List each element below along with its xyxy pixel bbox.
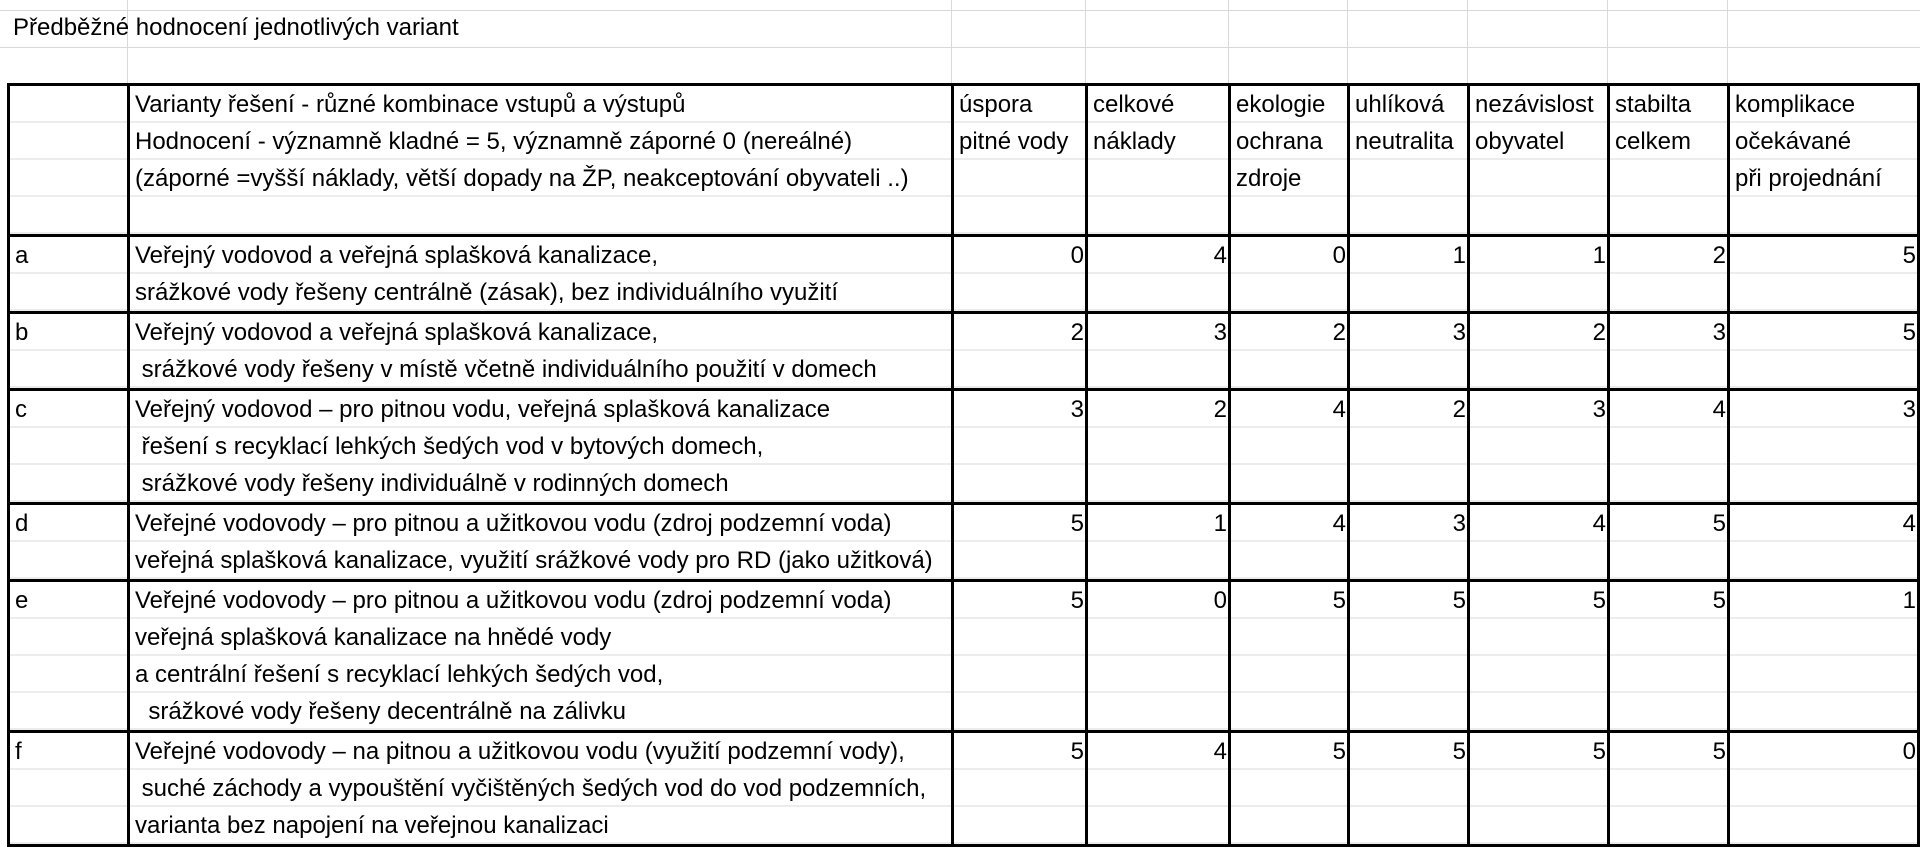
- score-value: 3: [1592, 396, 1606, 423]
- variant-row: [9, 390, 1919, 504]
- variant-row: [9, 236, 1919, 313]
- variant-id-cell[interactable]: [9, 313, 129, 390]
- criterion-label-line: očekávané: [1735, 128, 1852, 155]
- score-value: 3: [1452, 319, 1466, 346]
- variant-description-line: veřejná splašková kanalizace na hnědé vody: [135, 624, 612, 651]
- score-value: 5: [1712, 510, 1726, 537]
- score-value: 2: [1592, 319, 1606, 346]
- variant-description-line: suché záchody a vypouštění vyčištěných šedých vod do vod podzemních,: [135, 775, 927, 802]
- score-value: 5: [1712, 587, 1726, 614]
- score-cell[interactable]: [1469, 504, 1609, 581]
- criterion-header-cell[interactable]: [1609, 85, 1729, 236]
- gridline: [0, 10, 1920, 11]
- score-cell[interactable]: [1729, 581, 1919, 732]
- gridline: [127, 0, 128, 85]
- score-cell[interactable]: [1609, 313, 1729, 390]
- sheet-title[interactable]: Předběžné hodnocení jednotlivých variant: [13, 14, 459, 41]
- score-cell[interactable]: [1729, 390, 1919, 504]
- variant-description-cell[interactable]: [129, 313, 953, 390]
- score-cell[interactable]: [1349, 313, 1469, 390]
- score-value: 4: [1592, 510, 1606, 537]
- score-value: 4: [1712, 396, 1726, 423]
- header-corner-cell[interactable]: [9, 85, 129, 236]
- variant-description-line: Veřejný vodovod a veřejná splašková kanalizace,: [135, 319, 658, 346]
- score-value: 3: [1213, 319, 1227, 346]
- score-value: 0: [1902, 738, 1916, 765]
- score-cell[interactable]: [1349, 236, 1469, 313]
- criterion-header-cell[interactable]: [1349, 85, 1469, 236]
- criterion-label-line: celkem: [1615, 128, 1692, 155]
- score-cell[interactable]: [1087, 236, 1230, 313]
- score-value: 0: [1213, 587, 1227, 614]
- score-value: 3: [1902, 396, 1916, 423]
- variant-description-cell[interactable]: [129, 390, 953, 504]
- criterion-label-line: obyvatel: [1475, 128, 1565, 155]
- variant-id-cell[interactable]: [9, 732, 129, 846]
- score-cell[interactable]: [953, 313, 1087, 390]
- criterion-label-line: při projednání: [1735, 165, 1882, 192]
- criterion-label-line: celkové: [1093, 91, 1175, 118]
- criterion-label-line: náklady: [1093, 128, 1176, 155]
- score-value: 1: [1213, 510, 1227, 537]
- variant-id: d: [15, 510, 29, 537]
- score-value: 3: [1070, 396, 1084, 423]
- criterion-header-cell[interactable]: [1469, 85, 1609, 236]
- variant-description-line: veřejná splašková kanalizace, využití srážkové vody pro RD (jako užitková): [135, 547, 933, 574]
- variant-description-line: Veřejné vodovody – pro pitnou a užitkovou vodu (zdroj podzemní voda): [135, 587, 892, 614]
- score-value: 4: [1213, 738, 1227, 765]
- criterion-label-line: pitné vody: [959, 128, 1069, 155]
- score-value: 4: [1332, 510, 1346, 537]
- score-cell[interactable]: [953, 390, 1087, 504]
- header-description-line: Varianty řešení - různé kombinace vstupů a výstupů: [135, 91, 686, 118]
- variant-row: [9, 581, 1919, 732]
- score-cell[interactable]: [1087, 581, 1230, 732]
- gridline: [1467, 0, 1468, 85]
- score-cell[interactable]: [953, 581, 1087, 732]
- gridline: [951, 0, 952, 85]
- variant-id-cell[interactable]: [9, 504, 129, 581]
- score-cell[interactable]: [1469, 313, 1609, 390]
- score-value: 5: [1070, 510, 1084, 537]
- score-value: 1: [1902, 587, 1916, 614]
- variant-id: a: [15, 242, 29, 269]
- variant-description-line: řešení s recyklací lehkých šedých vod v bytových domech,: [135, 433, 764, 460]
- variant-id: c: [15, 396, 27, 423]
- variant-description-line: srážkové vody řešeny individuálně v rodinných domech: [135, 470, 729, 497]
- score-cell[interactable]: [1469, 236, 1609, 313]
- criterion-label-line: ekologie: [1236, 91, 1326, 118]
- header-description-cell[interactable]: [129, 85, 953, 236]
- variant-description-line: a centrální řešení s recyklací lehkých šedých vod,: [135, 661, 664, 688]
- score-value: 5: [1332, 738, 1346, 765]
- variant-id-cell[interactable]: [9, 581, 129, 732]
- score-value: 0: [1070, 242, 1084, 269]
- score-cell[interactable]: [1609, 581, 1729, 732]
- score-value: 1: [1452, 242, 1466, 269]
- criterion-label-line: ochrana: [1236, 128, 1323, 155]
- variant-description-cell[interactable]: [129, 732, 953, 846]
- score-value: 2: [1070, 319, 1084, 346]
- score-cell[interactable]: [1349, 732, 1469, 846]
- score-cell[interactable]: [1729, 236, 1919, 313]
- score-cell[interactable]: [1609, 236, 1729, 313]
- gridline: [1607, 0, 1608, 85]
- criterion-label-line: úspora: [959, 91, 1033, 118]
- criterion-label-line: nezávislost: [1475, 91, 1594, 118]
- score-value: 5: [1452, 738, 1466, 765]
- gridline: [1727, 0, 1728, 85]
- score-cell[interactable]: [1230, 236, 1349, 313]
- score-cell[interactable]: [1087, 504, 1230, 581]
- score-value: 4: [1213, 242, 1227, 269]
- score-value: 4: [1902, 510, 1916, 537]
- variant-row: [9, 504, 1919, 581]
- gridline: [1347, 0, 1348, 85]
- score-cell[interactable]: [953, 732, 1087, 846]
- score-value: 4: [1332, 396, 1346, 423]
- score-value: 5: [1070, 738, 1084, 765]
- variant-id-cell[interactable]: [9, 390, 129, 504]
- variant-description-line: srážkové vody řešeny v místě včetně individuálního použití v domech: [135, 356, 877, 383]
- variant-id: e: [15, 587, 29, 614]
- score-cell[interactable]: [1609, 732, 1729, 846]
- score-cell[interactable]: [1469, 732, 1609, 846]
- score-cell[interactable]: [1087, 732, 1230, 846]
- score-cell[interactable]: [1230, 581, 1349, 732]
- header-row: [9, 85, 1919, 236]
- score-value: 2: [1213, 396, 1227, 423]
- score-value: 5: [1592, 587, 1606, 614]
- score-cell[interactable]: [1230, 390, 1349, 504]
- criterion-header-cell[interactable]: [1087, 85, 1230, 236]
- gridline: [1085, 0, 1086, 85]
- score-value: 2: [1332, 319, 1346, 346]
- score-value: 5: [1712, 738, 1726, 765]
- gridline: [0, 47, 1920, 48]
- score-cell[interactable]: [1609, 504, 1729, 581]
- criterion-label-line: uhlíková: [1355, 91, 1445, 118]
- variant-description-cell[interactable]: [129, 236, 953, 313]
- variant-row: [9, 732, 1919, 846]
- score-value: 3: [1712, 319, 1726, 346]
- score-value: 1: [1592, 242, 1606, 269]
- score-cell[interactable]: [1087, 390, 1230, 504]
- score-cell[interactable]: [1729, 313, 1919, 390]
- score-value: 5: [1332, 587, 1346, 614]
- variant-id: f: [15, 738, 22, 765]
- criterion-label-line: zdroje: [1236, 165, 1302, 192]
- variant-description-line: Veřejné vodovody – pro pitnou a užitkovou vodu (zdroj podzemní voda): [135, 510, 892, 537]
- score-value: 5: [1592, 738, 1606, 765]
- score-value: 5: [1902, 242, 1916, 269]
- score-value: 3: [1452, 510, 1466, 537]
- score-cell[interactable]: [1729, 504, 1919, 581]
- score-cell[interactable]: [1087, 313, 1230, 390]
- variant-description-line: Veřejný vodovod a veřejná splašková kanalizace,: [135, 242, 658, 269]
- criterion-header-cell[interactable]: [1729, 85, 1919, 236]
- criterion-label-line: komplikace: [1735, 91, 1856, 118]
- score-cell[interactable]: [1609, 390, 1729, 504]
- criterion-label-line: stabilta: [1615, 91, 1692, 118]
- score-cell[interactable]: [1349, 390, 1469, 504]
- score-cell[interactable]: [953, 236, 1087, 313]
- score-cell[interactable]: [1230, 732, 1349, 846]
- score-cell[interactable]: [1469, 390, 1609, 504]
- score-cell[interactable]: [953, 504, 1087, 581]
- variant-description-cell[interactable]: [129, 581, 953, 732]
- variant-description-cell[interactable]: [129, 504, 953, 581]
- score-cell[interactable]: [1349, 504, 1469, 581]
- gridline: [1228, 0, 1229, 85]
- evaluation-table: [7, 83, 1920, 847]
- variant-description-line: Veřejné vodovody – na pitnou a užitkovou vodu (využití podzemní vody),: [135, 738, 905, 765]
- score-cell[interactable]: [1729, 732, 1919, 846]
- score-value: 5: [1452, 587, 1466, 614]
- score-cell[interactable]: [1469, 581, 1609, 732]
- variant-description-line: Veřejný vodovod – pro pitnou vodu, veřejná splašková kanalizace: [135, 396, 831, 423]
- variant-id-cell[interactable]: [9, 236, 129, 313]
- variant-id: b: [15, 319, 29, 346]
- score-cell[interactable]: [1230, 313, 1349, 390]
- criterion-header-cell[interactable]: [953, 85, 1087, 236]
- criterion-label-line: neutralita: [1355, 128, 1454, 155]
- variant-row: [9, 313, 1919, 390]
- header-description-line: Hodnocení - významně kladné = 5, významně záporné 0 (nereálné): [135, 128, 853, 155]
- score-value: 5: [1902, 319, 1916, 346]
- score-cell[interactable]: [1230, 504, 1349, 581]
- variant-description-line: srážkové vody řešeny centrálně (zásak), bez individuálního využití: [135, 279, 839, 306]
- score-value: 2: [1452, 396, 1466, 423]
- variant-description-line: srážkové vody řešeny decentrálně na zálivku: [135, 698, 626, 725]
- score-cell[interactable]: [1349, 581, 1469, 732]
- criterion-header-cell[interactable]: [1230, 85, 1349, 236]
- score-value: 2: [1712, 242, 1726, 269]
- header-description-line: (záporné =vyšší náklady, větší dopady na ŽP, neakceptování obyvateli ..): [135, 165, 909, 192]
- score-value: 0: [1332, 242, 1346, 269]
- score-value: 5: [1070, 587, 1084, 614]
- variant-description-line: varianta bez napojení na veřejnou kanalizaci: [135, 812, 609, 839]
